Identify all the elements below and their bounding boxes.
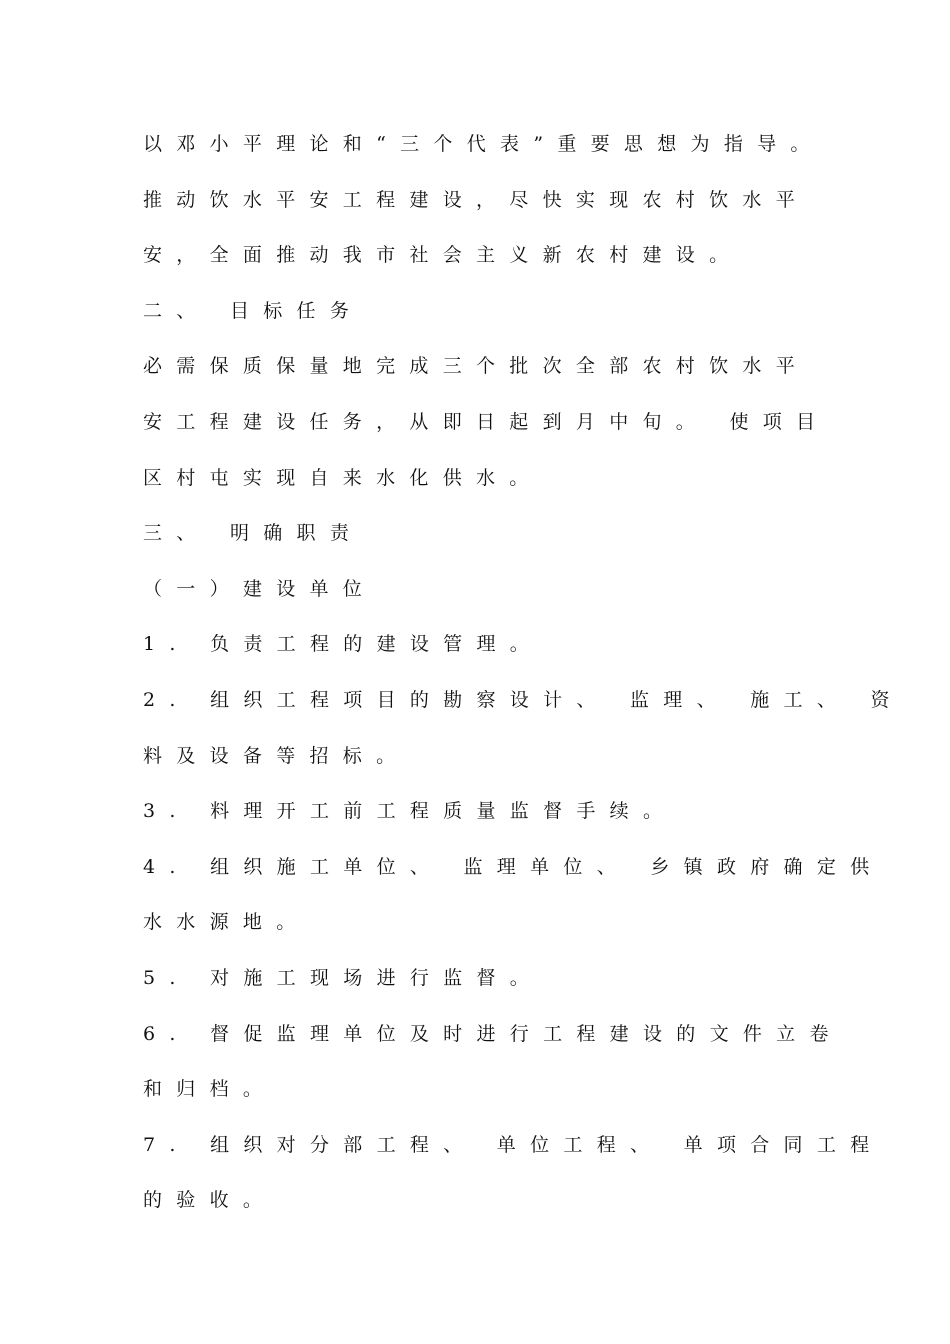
section-heading-goals: 二、 目标任务 [143,299,364,322]
list-item: 3. 料理开工前工程质量监督手续。 [143,800,677,823]
text-line: 安，全面推动我市社会主义新农村建设。 [143,244,743,267]
list-item: 5. 对施工现场进行监督。 [143,966,544,989]
text-line: 区村屯实现自来水化供水。 [143,466,543,489]
list-item: 7. 组织对分部工程、 单位工程、 单项合同工程 [143,1133,884,1156]
list-item: 4. 组织施工单位、 监理单位、 乡镇政府确定供 [143,855,884,878]
list-item-continuation: 料及设备等招标。 [143,744,410,767]
list-item: 1. 负责工程的建设管理。 [143,633,544,656]
list-item-continuation: 和归档。 [143,1078,277,1101]
text-line: 必需保质保量地完成三个批次全部农村饮水平 [143,355,810,378]
list-item-continuation: 的验收。 [143,1189,277,1212]
text-line: 安工程建设任务，从即日起到月中旬。 使项目 [143,410,830,433]
text-line: 推动饮水平安工程建设，尽快实现农村饮水平 [143,188,810,211]
section-heading-responsibilities: 三、 明确职责 [143,522,364,545]
document-body [143,128,904,1240]
list-item: 2. 组织工程项目的勘察设计、 监理、 施工、 资 [143,688,904,711]
list-item: 6. 督促监理单位及时进行工程建设的文件立卷 [143,1022,843,1045]
text-line-guiding-ideology: 以邓小平理论和“三个代表”重要思想为指导。 [143,133,824,155]
subsection-heading-construction-unit: （一）建设单位 [143,577,377,600]
list-item-continuation: 水水源地。 [143,911,310,934]
